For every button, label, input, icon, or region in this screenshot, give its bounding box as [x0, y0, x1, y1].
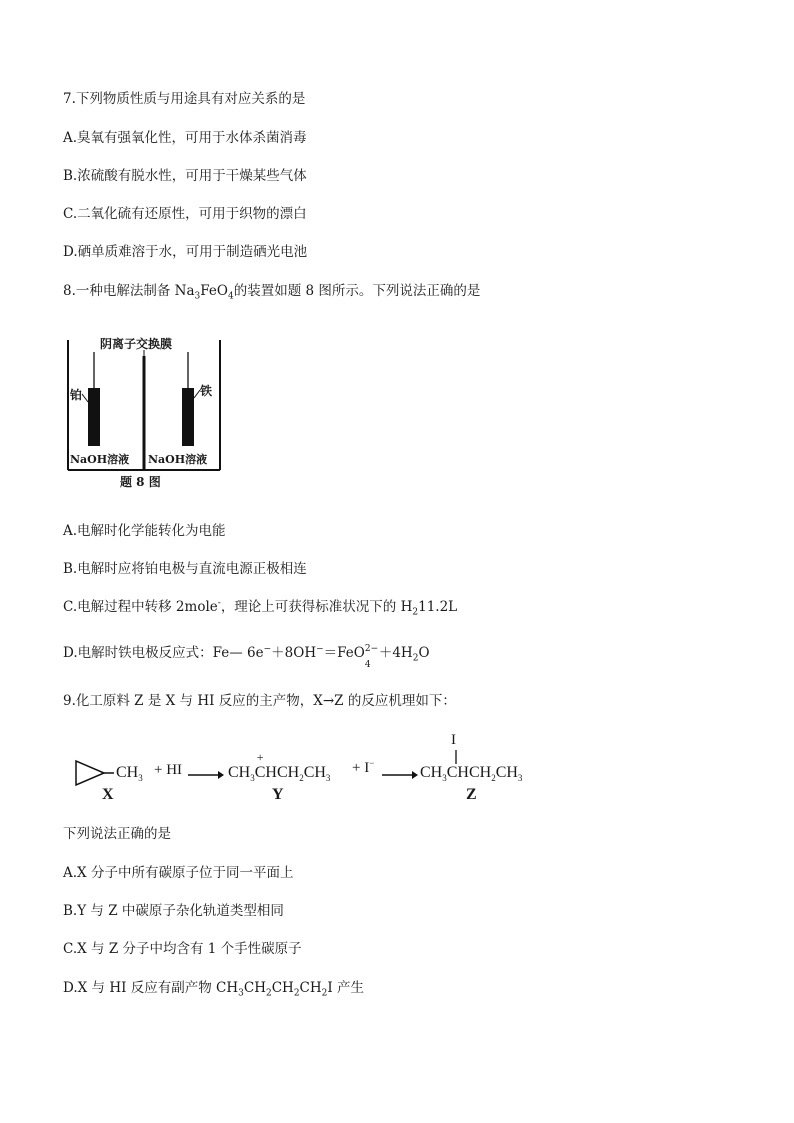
iron-electrode-label: 铁 [200, 384, 213, 398]
q9-option-c: C.X 与 Z 分子中均含有 1 个手性碳原子 [63, 941, 302, 957]
product-z: $CH_3CHCH_2CH_3$ [420, 764, 523, 784]
arrow-icon [382, 770, 418, 780]
platinum-electrode-label: 铂 [70, 388, 83, 402]
arrow-icon [188, 770, 224, 780]
cyclopropane-ring-icon [74, 758, 114, 788]
bond-line [454, 750, 458, 764]
carbocation-y: $CH_3$ + $CHCH_2CH_3$ [228, 750, 331, 784]
figure-caption: 题 8 图 [120, 475, 161, 489]
q8-option-a: A.电解时化学能转化为电能 [63, 523, 226, 539]
positive-charge: + [256, 750, 264, 764]
q7-option-a: A.臭氧有强氧化性，可用于水体杀菌消毒 [63, 130, 307, 146]
left-solution-label: NaOH溶液 [70, 453, 130, 466]
right-solution-label: NaOH溶液 [148, 453, 208, 466]
reaction-scheme [60, 730, 560, 810]
q8-option-c: C.电解过程中转移 2mole-，理论上可获得标准状况下的 $H_211.2L$ [63, 598, 458, 618]
label-y: Y [272, 786, 284, 803]
q8-option-b: B.电解时应将铂电极与直流电源正极相连 [63, 561, 307, 577]
q7-option-c: C.二氧化硫有还原性，可用于织物的漂白 [63, 206, 307, 222]
q7-option-d: D.硒单质难溶于水，可用于制造硒光电池 [63, 244, 308, 260]
iodine-substituent: I [451, 732, 456, 748]
q9-stem: 9.化工原料 Z 是 X 与 HI 反应的主产物，X→Z 的反应机理如下： [63, 693, 456, 709]
plus-iodide: + I− [352, 758, 375, 776]
membrane-label: 阴离子交换膜 [100, 337, 173, 351]
q8-option-d: D.电解时铁电极反应式：Fe— 6e−＋8OH−＝FeO 2− 4 $+4H_2O$ [63, 644, 430, 670]
q9-option-d: D.X 与 HI 反应有副产物 $CH_3CH_2CH_2CH_2I$ 产生 [63, 980, 365, 999]
q8-stem: 8.一种电解法制备 $Na_3FeO_4$的装置如题 8 图所示。下列说法正确的是 [63, 283, 481, 302]
q7-option-b: B.浓硫酸有脱水性，可用于干燥某些气体 [63, 168, 307, 184]
x-methyl-group: $CH_3$ [116, 764, 143, 784]
label-z: Z [466, 786, 477, 803]
label-x: X [102, 786, 114, 803]
plus-hi: + HI [154, 762, 183, 778]
q9-option-a: A.X 分子中所有碳原子位于同一平面上 [63, 865, 294, 881]
q9-option-b: B.Y 与 Z 中碳原子杂化轨道类型相同 [63, 903, 284, 919]
figure-8 [64, 332, 234, 492]
q7-stem: 7.下列物质性质与用途具有对应关系的是 [63, 91, 306, 107]
q9-follow: 下列说法正确的是 [63, 826, 171, 842]
